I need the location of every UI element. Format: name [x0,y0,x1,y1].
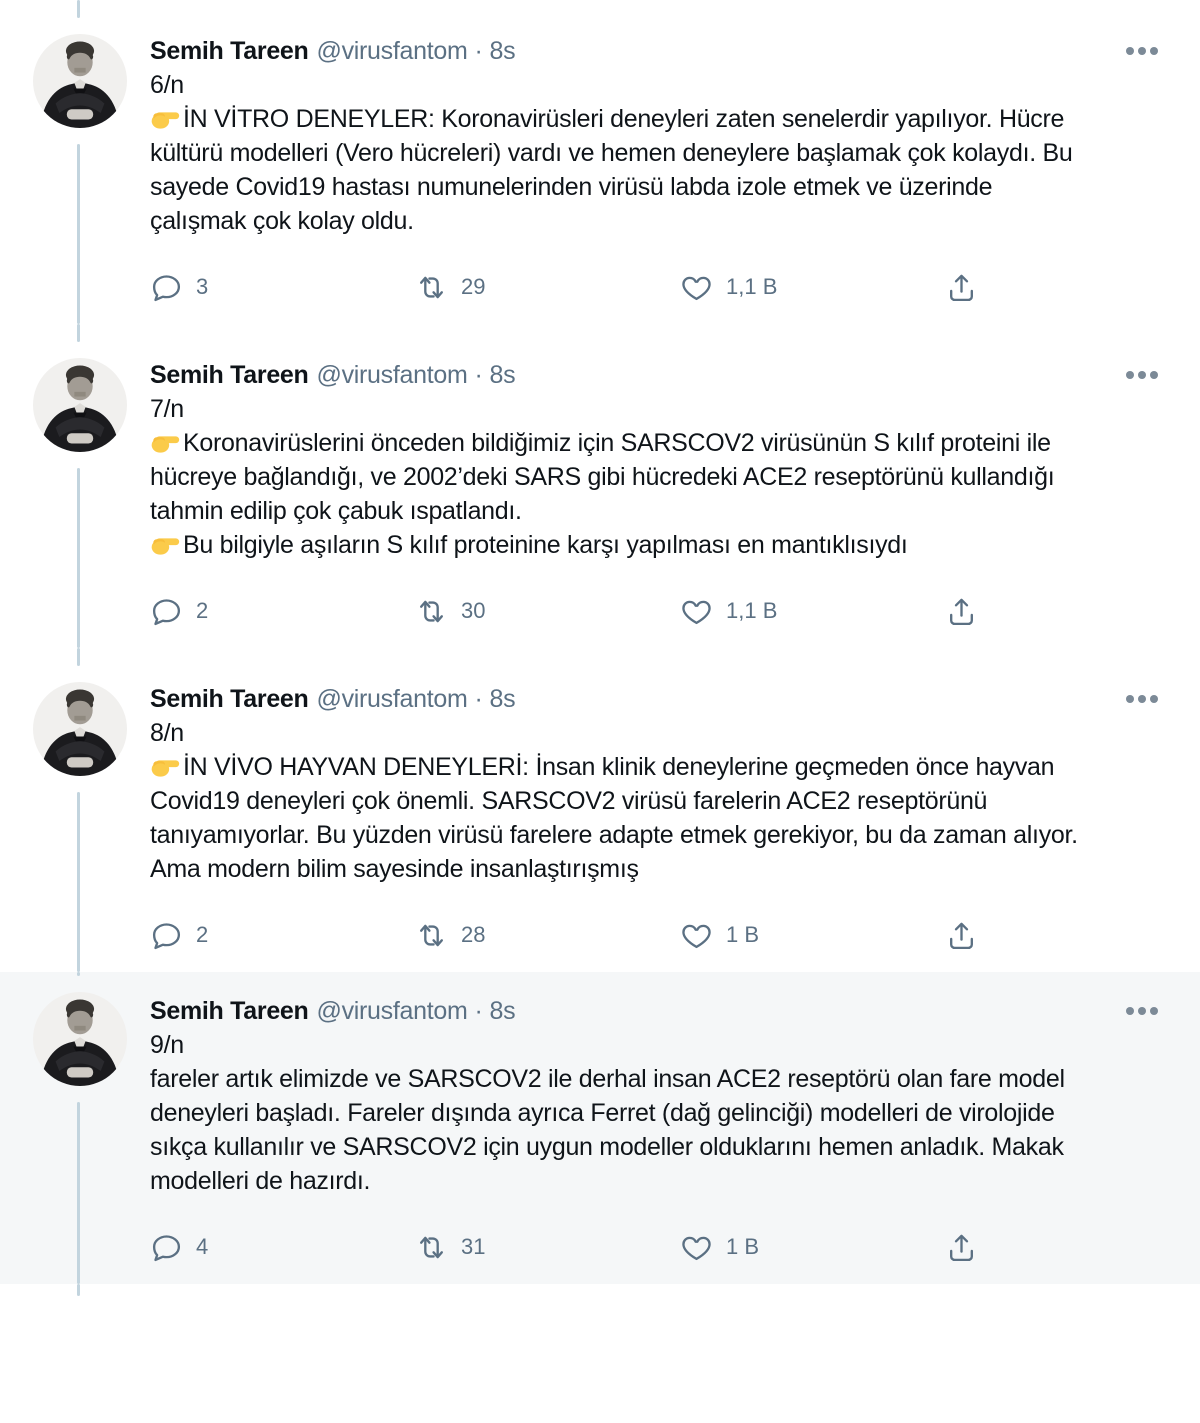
tweet-counter [150,392,1095,426]
heart-icon [680,271,713,304]
reply-icon [150,271,183,304]
separator-dot: · [474,685,483,713]
tweet-actions [150,264,1030,310]
more-icon [1126,371,1134,379]
user-handle[interactable]: @virusfantom [316,37,468,65]
avatar[interactable] [33,358,127,452]
retweet-count: 28 [461,922,486,947]
tweet-header [150,994,1160,1028]
tweet-body [150,1028,1095,1198]
like-button[interactable] [680,595,945,628]
tweet-paragraph [150,750,1095,886]
like-button[interactable] [680,271,945,304]
retweet-icon [415,1231,448,1264]
retweet-count: 30 [461,598,486,623]
thread-line-segment [77,324,80,342]
tweet-text: Bu bilgiyle aşıların S kılıf proteinine karşı yapılması en mantıklısıydı [183,531,908,559]
separator-dot: · [474,361,483,389]
like-button[interactable] [680,1231,945,1264]
user-handle[interactable]: @virusfantom [316,997,468,1025]
tweet-header [150,358,1160,392]
thread-line-segment [77,0,80,18]
timestamp[interactable]: 8s [489,361,516,389]
tweet-9n[interactable] [0,972,1200,1284]
retweet-icon [415,595,448,628]
tweet-8n[interactable] [0,648,1200,972]
timestamp[interactable]: 8s [489,685,516,713]
reply-count: 2 [196,922,209,947]
display-name[interactable]: Semih Tareen [150,361,309,389]
thread-line-segment [77,648,80,666]
tweet-actions [150,588,1030,634]
reply-button[interactable] [150,271,415,304]
more-icon [1150,371,1158,379]
pointing-right-emoji [150,426,180,456]
heart-icon [680,1231,713,1264]
avatar[interactable] [33,682,127,776]
share-icon [945,919,978,952]
heart-icon [680,595,713,628]
timestamp[interactable]: 8s [489,37,516,65]
retweet-button[interactable] [415,1231,680,1264]
thread-line-segment [77,792,80,972]
retweet-button[interactable] [415,595,680,628]
like-count: 1,1 B [726,598,778,623]
avatar-photo [33,992,127,1086]
tweet-body [150,716,1095,886]
avatar[interactable] [33,34,127,128]
pointing-right-emoji [150,750,180,780]
more-icon [1150,1007,1158,1015]
display-name[interactable]: Semih Tareen [150,997,309,1025]
share-button[interactable] [945,919,991,952]
share-icon [945,271,978,304]
share-button[interactable] [945,595,991,628]
tweet-text: İN VİVO HAYVAN DENEYLERİ: İnsan klinik deneylerine geçmeden önce hayvan Covid19 deneyleri çok önemli. SARSCOV2 virüsü farelerin ACE2 reseptörünü tanıyamıyorlar. Bu yüzden virüsü farelere adapte etmek gerekiyor, bu da zaman alıyor. Ama modern bilim sayesinde insanlaştırışmış [150,753,1078,883]
thread-line-segment [77,468,80,648]
tweet-6n[interactable] [0,0,1200,324]
retweet-button[interactable] [415,271,680,304]
retweet-button[interactable] [415,919,680,952]
more-menu-button[interactable] [1124,367,1160,383]
reply-icon [150,1231,183,1264]
reply-button[interactable] [150,919,415,952]
more-icon [1138,1007,1146,1015]
retweet-icon [415,271,448,304]
tweet-body [150,68,1095,238]
more-menu-button[interactable] [1124,691,1160,707]
thread-line-segment [77,1284,80,1296]
reply-button[interactable] [150,595,415,628]
like-count: 1,1 B [726,274,778,299]
tweet-paragraph [150,528,1095,562]
timestamp[interactable]: 8s [489,997,516,1025]
thread-line-segment [77,1102,80,1284]
pointing-right-emoji [150,102,180,132]
tweet-text: Koronavirüslerini önceden bildiğimiz için SARSCOV2 virüsünün S kılıf proteini ile hücreye bağlandığı, ve 2002’deki SARS gibi hücredeki ACE2 reseptörünü kullandığı tahmin edilip çok çabuk ıspatlandı. [150,429,1055,525]
avatar-photo [33,34,127,128]
tweet-text: İN VİTRO DENEYLER: Koronavirüsleri deneyleri zaten senelerdir yapılıyor. Hücre kültürü modelleri (Vero hücreleri) vardı ve hemen deneylere başlamak çok kolaydı. Bu sayede Covid19 hastası numunelerinden virüsü labda izole etmek ve üzerinde çalışmak çok kolay oldu. [150,105,1073,235]
tweet-counter [150,68,1095,102]
more-menu-button[interactable] [1124,43,1160,59]
tweet-counter [150,1028,1095,1062]
more-icon [1126,695,1134,703]
share-icon [945,595,978,628]
tweet-header [150,682,1160,716]
tweet-actions [150,912,1030,958]
like-count: 1 B [726,1234,760,1259]
tweet-body [150,392,1095,562]
more-icon [1138,695,1146,703]
reply-icon [150,595,183,628]
tweet-header [150,34,1160,68]
tweet-actions [150,1224,1030,1270]
pointing-right-emoji [150,528,180,558]
tweet-text: 7/n [150,395,184,423]
separator-dot: · [474,997,483,1025]
retweet-icon [415,919,448,952]
display-name[interactable]: Semih Tareen [150,37,309,65]
more-menu-button[interactable] [1124,1003,1160,1019]
reply-count: 4 [196,1234,209,1259]
heart-icon [680,919,713,952]
tweet-paragraph [150,426,1095,528]
tweet-text: 9/n [150,1031,184,1059]
tweet-text: 6/n [150,71,184,99]
tweet-text: 8/n [150,719,184,747]
thread-line-segment [77,972,80,976]
more-icon [1150,695,1158,703]
reply-count: 3 [196,274,209,299]
more-icon [1126,1007,1134,1015]
tweet-paragraph [150,1062,1095,1198]
next-tweet-top-sliver [0,1284,1200,1296]
like-count: 1 B [726,922,760,947]
share-button[interactable] [945,1231,991,1264]
avatar-photo [33,682,127,776]
avatar-photo [33,358,127,452]
avatar[interactable] [33,992,127,1086]
more-icon [1150,47,1158,55]
tweet-counter [150,716,1095,750]
reply-button[interactable] [150,1231,415,1264]
more-icon [1138,47,1146,55]
separator-dot: · [474,37,483,65]
reply-icon [150,919,183,952]
reply-count: 2 [196,598,209,623]
tweet-text: fareler artık elimizde ve SARSCOV2 ile derhal insan ACE2 reseptörü olan fare model deneyleri başladı. Fareler dışında ayrıca Ferret (dağ gelinciği) modelleri de virolojide sıkça kullanılır ve SARSCOV2 için uygun modeller olduklarını hemen anladık. Makak modelleri de hazırdı. [150,1065,1065,1195]
tweet-7n[interactable] [0,324,1200,648]
tweet-paragraph [150,102,1095,238]
share-button[interactable] [945,271,991,304]
thread-line-segment [77,144,80,324]
more-icon [1126,47,1134,55]
share-icon [945,1231,978,1264]
more-icon [1138,371,1146,379]
like-button[interactable] [680,919,945,952]
user-handle[interactable]: @virusfantom [316,361,468,389]
retweet-count: 29 [461,274,486,299]
user-handle[interactable]: @virusfantom [316,685,468,713]
retweet-count: 31 [461,1234,486,1259]
display-name[interactable]: Semih Tareen [150,685,309,713]
